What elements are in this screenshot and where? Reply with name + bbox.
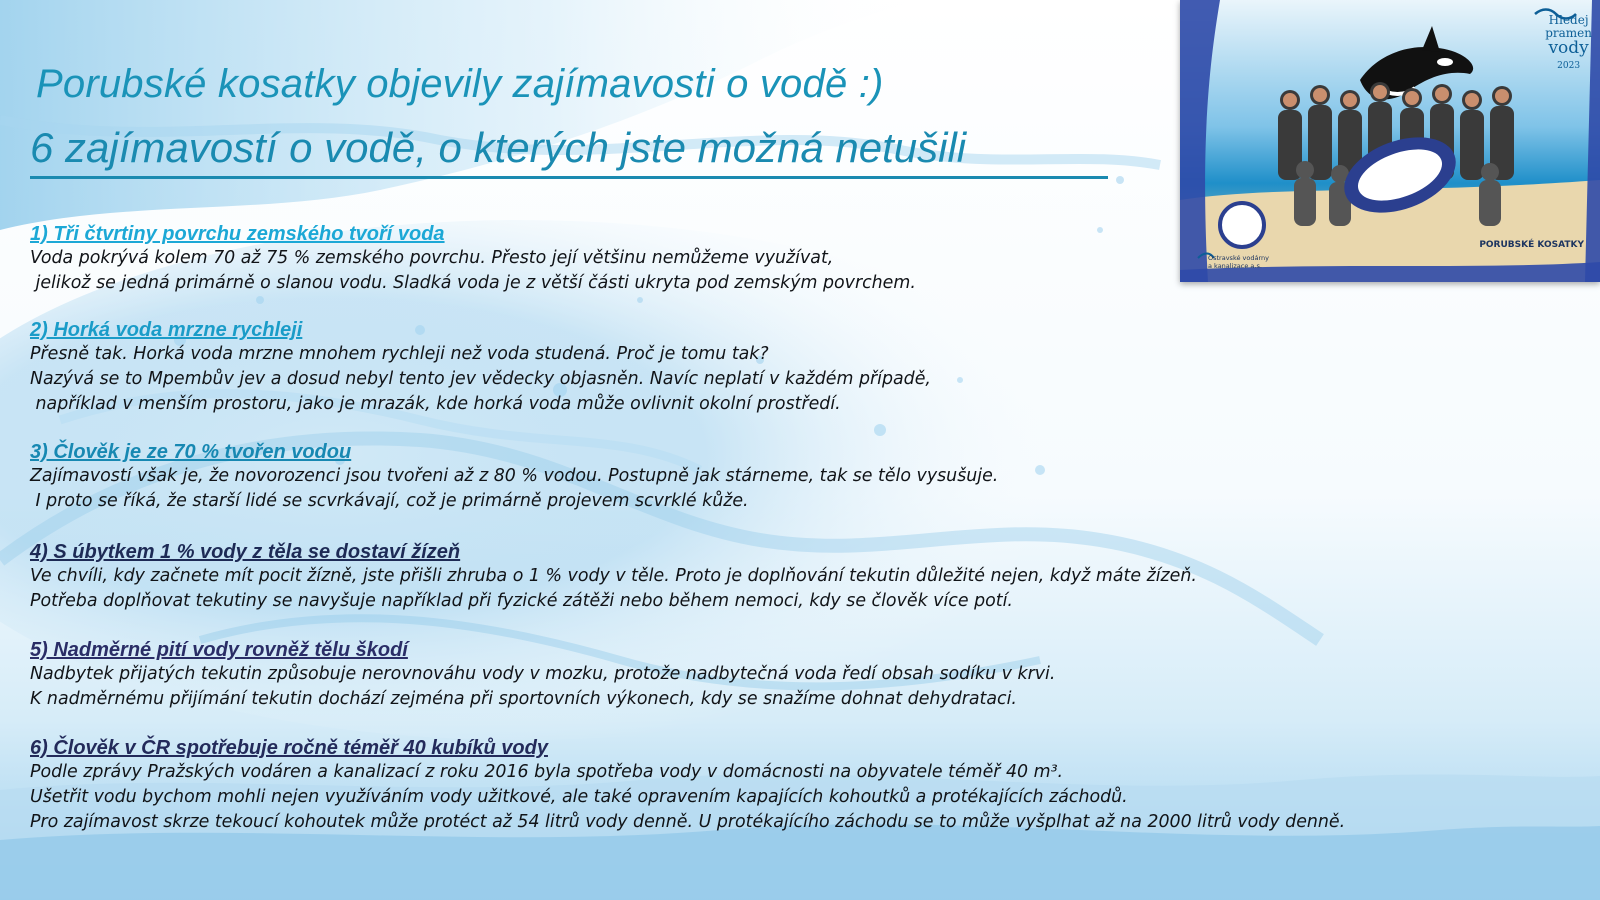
fact-text-line: jelikož se jedná primárně o slanou vodu. Sladká voda je z větší části ukryta pod zemským povrchem.	[30, 273, 916, 293]
fact-heading: 6) Člověk v ČR spotřebuje ročně téměř 40 kubíků vody	[30, 737, 548, 759]
logo-year: 2023	[1557, 61, 1581, 71]
logo-text: pramen	[1545, 26, 1592, 40]
company-label	[1208, 254, 1269, 270]
fact-text-line: Nazývá se to Mpembův jev a dosud nebyl tento jev vědecky objasněn. Navíc neplatí v každém případě,	[30, 369, 931, 389]
fact-text-line: Zajímavostí však je, že novorozenci jsou tvořeni až z 80 % vodou. Postupně jak stárneme, tak se tělo vysušuje.	[30, 466, 999, 486]
company-line: a kanalizace a.s.	[1208, 262, 1262, 270]
fact-text-line: I proto se říká, že starší lidé se scvrkávají, což je primárně projevem scvrklé kůže.	[30, 491, 749, 511]
fact-item	[30, 318, 931, 417]
logo-text: Hledej	[1548, 13, 1589, 27]
fact-text-line: Ve chvíli, kdy začnete mít pocit žízně, jste přišli zhruba o 1 % vody v těle. Proto je doplňování tekutin důležité nejen, když máte žízeň.	[30, 566, 1197, 586]
fact-text-line: Voda pokrývá kolem 70 až 75 % zemského povrchu. Přesto její většinu nemůžeme využívat,	[30, 248, 834, 268]
fact-item	[30, 638, 1055, 712]
subtitle-underline	[30, 176, 1108, 179]
fact-text-line: Přesně tak. Horká voda mrzne mnohem rychleji než voda studená. Proč je tomu tak?	[30, 344, 769, 364]
fact-text-line: Pro zajímavost skrze tekoucí kohoutek může protéct až 54 litrů vody denně. U protékajícího záchodu se to může vyšplhat až na 2000 litrů vody denně.	[30, 812, 1346, 832]
slide-title: Porubské kosatky objevily zajímavosti o vodě :)	[36, 62, 884, 106]
fact-text-line: Nadbytek přijatých tekutin způsobuje nerovnováhu vody v mozku, protože nadbytečná voda ředí obsah sodíku v krvi.	[30, 664, 1056, 684]
fact-item	[30, 540, 1197, 614]
logo-text: vody	[1548, 38, 1589, 58]
campaign-logo	[1545, 14, 1592, 73]
fact-heading: 4) S úbytkem 1 % vody z těla se dostaví žízeň	[30, 541, 461, 563]
fact-heading: 2) Horká voda mrzne rychleji	[30, 319, 303, 341]
fact-text-line: K nadměrnému přijímání tekutin dochází zejména při sportovních výkonech, kdy se snažíme dohnat dehydrataci.	[30, 689, 1017, 709]
fact-heading: 1) Tři čtvrtiny povrchu zemského tvoří voda	[30, 223, 445, 245]
fact-heading: 3) Člověk je ze 70 % tvořen vodou	[30, 441, 352, 463]
fact-text-line: Potřeba doplňovat tekutiny se navyšuje například při fyzické zátěži nebo během nemoci, kdy se člověk více potí.	[30, 591, 1013, 611]
fact-item	[30, 222, 916, 296]
fact-item	[30, 736, 1345, 835]
company-line: Ostravské vodárny	[1208, 254, 1269, 262]
slide-subtitle: 6 zajímavostí o vodě, o kterých jste možná netušili	[30, 124, 967, 171]
fact-heading: 5) Nadměrné pití vody rovněž tělu škodí	[30, 639, 408, 661]
fact-text-line: Ušetřit vodu bychom mohli nejen využíváním vody užitkové, ale také opravením kapajících kohoutků a protékajících záchodů.	[30, 787, 1128, 807]
team-label: PORUBSKÉ KOSATKY	[1479, 240, 1584, 250]
fact-item	[30, 440, 998, 514]
fact-text-line: například v menším prostoru, jako je mrazák, kde horká voda může ovlivnit okolní prostředí.	[30, 394, 841, 414]
team-photo	[1180, 0, 1600, 282]
fact-text-line: Podle zprávy Pražských vodáren a kanalizací z roku 2016 byla spotřeba vody v domácnosti na obyvatele téměř 40 m³.	[30, 762, 1064, 782]
